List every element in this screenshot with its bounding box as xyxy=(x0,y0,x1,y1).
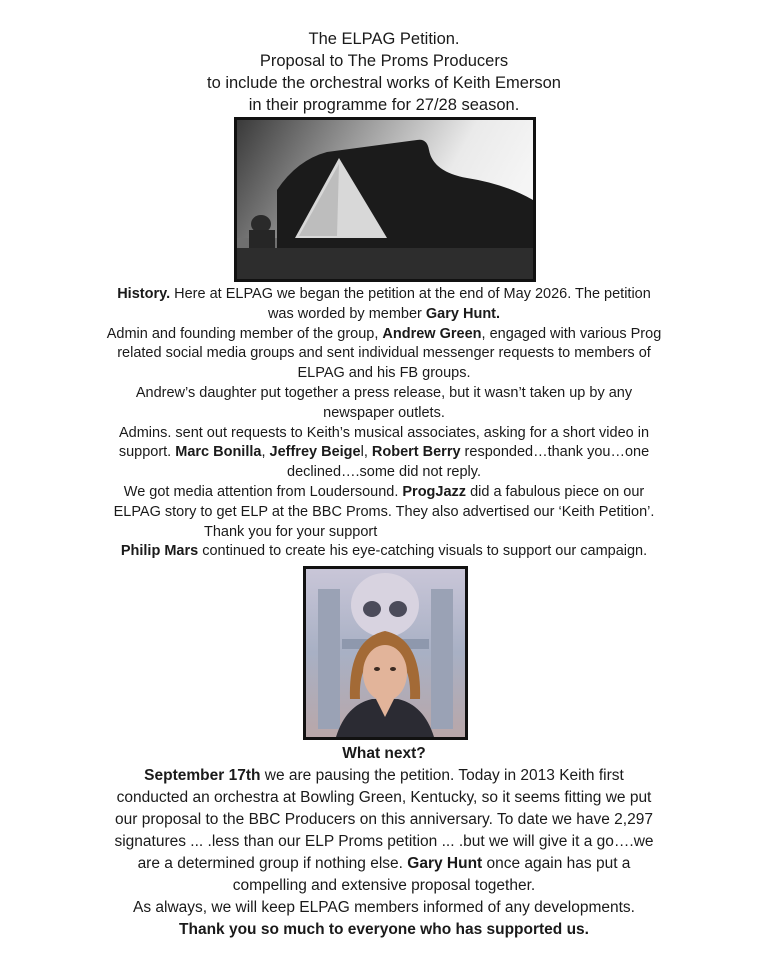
member-name: Andrew Green xyxy=(382,325,482,342)
next-line: As always, we will keep ELPAG members informed of any developments. xyxy=(133,899,635,916)
next-line xyxy=(0,765,768,787)
header-line: Proposal to The Proms Producers xyxy=(259,52,509,70)
history-line xyxy=(0,285,768,305)
header-line: to include the orchestral works of Keith Emerson xyxy=(206,74,561,92)
history-line: ELPAG and his FB groups. xyxy=(297,365,471,382)
next-text: once again has put a xyxy=(482,855,631,872)
next-line: conducted an orchestra at Bowling Green, Kentucky, so it seems fitting we put xyxy=(116,789,652,806)
next-text: we are pausing the petition. Today in 2013 Keith first xyxy=(260,767,624,784)
history-text: continued to create his eye-catching visuals to support our campaign. xyxy=(198,543,648,560)
separator: , xyxy=(363,444,372,461)
history-line: Thank you for your support xyxy=(204,523,378,540)
history-text: , engaged with various Prog xyxy=(481,325,662,342)
history-line: related social media groups and sent individual messenger requests to members of xyxy=(117,345,651,362)
history-line xyxy=(0,443,768,463)
member-name: Gary Hunt xyxy=(407,855,483,872)
header-line: in their programme for 27/28 season. xyxy=(248,96,520,114)
member-name: Philip Mars xyxy=(120,543,199,560)
petition-header xyxy=(0,28,768,116)
closing-thanks-text: Thank you so much to everyone who has supported us. xyxy=(179,921,589,938)
next-text: are a determined group if nothing else. xyxy=(137,855,408,872)
date-highlight: September 17th xyxy=(144,767,261,784)
associate-name-tail: l xyxy=(360,444,364,461)
history-line: ELPAG story to get ELP at the BBC Proms. They also advertised our ‘Keith Petition’. xyxy=(113,503,655,520)
piano-photo-image xyxy=(237,120,533,279)
media-name: ProgJazz xyxy=(402,483,467,500)
history-line: Andrew’s daughter put together a press release, but it wasn’t taken up by any xyxy=(135,384,633,401)
next-line: our proposal to the BBC Producers on this anniversary. To date we have 2,297 xyxy=(115,811,653,828)
history-line xyxy=(0,542,768,562)
history-text: was worded by member xyxy=(267,305,426,322)
history-line xyxy=(0,305,768,325)
history-text: Admin and founding member of the group, xyxy=(106,325,383,342)
history-text: Here at ELPAG we began the petition at the end of May 2026. The petition xyxy=(170,286,651,302)
history-line: declined….some did not reply. xyxy=(287,464,481,481)
separator: , xyxy=(261,444,270,461)
piano-photo xyxy=(234,117,536,282)
history-section xyxy=(0,285,768,562)
history-line: Admins. sent out requests to Keith’s musical associates, asking for a short video in xyxy=(118,424,650,441)
history-text: support. xyxy=(118,444,176,461)
associate-name: Robert Berry xyxy=(371,444,461,461)
closing-thanks xyxy=(0,919,768,941)
what-next-section xyxy=(0,765,768,941)
member-name: Gary Hunt. xyxy=(425,305,501,322)
history-text: responded…thank you…one xyxy=(460,444,650,461)
header-title: The ELPAG Petition. xyxy=(308,30,460,48)
history-line xyxy=(0,325,768,345)
history-text: did a fabulous piece on our xyxy=(466,483,645,500)
history-label: History. xyxy=(117,286,171,302)
portrait-artwork xyxy=(303,566,468,740)
history-text: We got media attention from Loudersound. xyxy=(123,483,403,500)
associate-name: Marc Bonilla xyxy=(175,444,262,461)
portrait-artwork-image xyxy=(306,569,465,737)
next-line: compelling and extensive proposal together. xyxy=(232,877,536,894)
history-line xyxy=(0,483,768,503)
next-line xyxy=(0,853,768,875)
section-heading-what-next: What next? xyxy=(342,745,426,762)
history-line: newspaper outlets. xyxy=(323,404,445,421)
next-line: signatures ... .less than our ELP Proms petition ... .but we will give it a go….we xyxy=(114,833,654,850)
associate-name: Jeffrey Beige xyxy=(269,444,361,461)
